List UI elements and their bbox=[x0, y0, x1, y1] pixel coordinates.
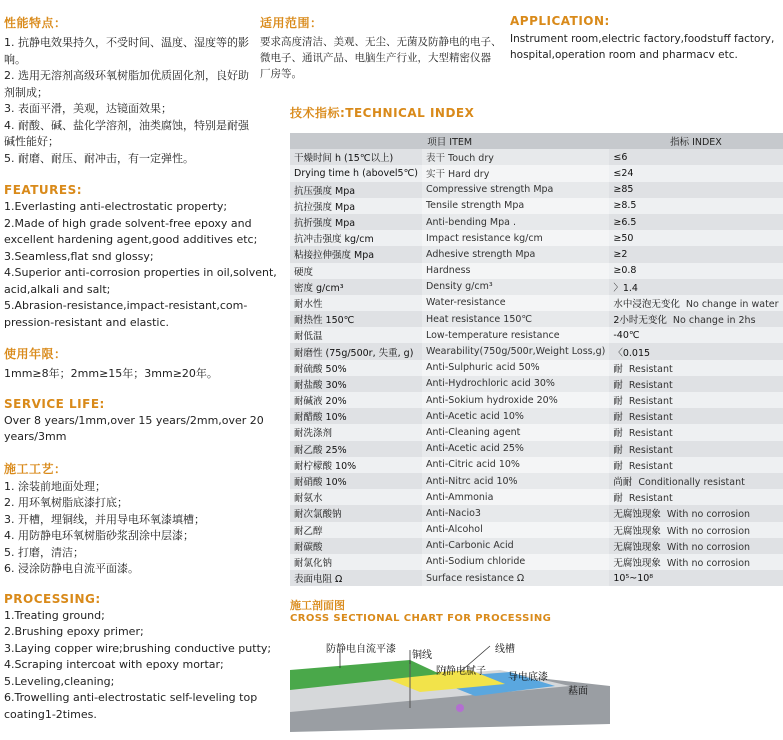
table-row bbox=[290, 263, 783, 279]
index-value: 耐 bbox=[613, 493, 623, 505]
copper-wire-dot bbox=[456, 704, 464, 712]
cell-item-en: Anti-Nacio3 bbox=[422, 505, 609, 521]
cell-item-en: Adhesive strength Mpa bbox=[422, 246, 609, 262]
label-topcoat: 防静电自流平漆 bbox=[326, 644, 396, 655]
cell-item-cn: 干燥时间 h (15℃以上) bbox=[290, 149, 422, 165]
process-en-body bbox=[4, 608, 276, 724]
index-value: 10⁵~10⁸ bbox=[613, 572, 654, 584]
table-row bbox=[290, 343, 783, 359]
index-note: Resistant bbox=[628, 412, 673, 424]
cell-item-en: Anti-Ammonia bbox=[422, 489, 609, 505]
service-en-title: SERVICE LIFE: bbox=[4, 396, 105, 411]
index-value: 无腐蚀现象 bbox=[613, 509, 661, 521]
index-value: 无腐蚀现象 bbox=[613, 541, 661, 553]
application-cn-line: 厂房等。 bbox=[260, 68, 302, 80]
features-cn-line: 碱性能好； bbox=[4, 135, 59, 148]
application-en-line: hospital,operation room and pharmacv etc. bbox=[510, 49, 738, 61]
cell-item-cn: 抗冲击强度 kg/cm bbox=[290, 230, 422, 246]
index-note: Resistant bbox=[628, 363, 673, 375]
process-en-line: 3.Laying copper wire;brushing conductive putty; bbox=[4, 641, 272, 655]
cell-index bbox=[609, 295, 782, 311]
cell-index bbox=[609, 570, 782, 586]
technical-index-body bbox=[290, 149, 783, 586]
application-cn bbox=[260, 14, 505, 82]
index-note: With no corrosion bbox=[666, 541, 751, 553]
table-row bbox=[290, 165, 783, 181]
cell-index bbox=[609, 343, 782, 359]
cell-item-en: 实干 Hard dry bbox=[422, 165, 609, 181]
cell-item-en: Wearability(750g/500r,Weight Loss,g) bbox=[422, 343, 609, 359]
application-en-title: APPLICATION: bbox=[510, 14, 610, 28]
index-value: 耐 bbox=[613, 363, 623, 375]
cross-section-title bbox=[290, 597, 551, 624]
index-value: 无腐蚀现象 bbox=[613, 557, 661, 569]
application-en-line: Instrument room,electric factory,foodstuff factory, bbox=[510, 33, 775, 45]
cell-item-en: Anti-Sulphuric acid 50% bbox=[422, 360, 609, 376]
cell-index bbox=[609, 360, 782, 376]
process-en-line: 5.Leveling,cleaning; bbox=[4, 674, 115, 688]
table-row bbox=[290, 182, 783, 198]
table-row bbox=[290, 522, 783, 538]
cell-item-cn: Drying time h (abovel5℃) bbox=[290, 165, 422, 181]
index-value: 尚耐 bbox=[613, 477, 633, 489]
header-item: 项目 ITEM bbox=[290, 133, 609, 149]
label-putty: 防静电腻子 bbox=[436, 666, 486, 677]
cell-item-cn: 抗压强度 Mpa bbox=[290, 182, 422, 198]
features-cn-line: 3. 表面平滑，美观，达镜面效果； bbox=[4, 102, 172, 115]
features-en-line: 1.Everlasting anti-electrostatic property; bbox=[4, 200, 228, 213]
cell-index bbox=[609, 214, 782, 230]
table-row bbox=[290, 311, 783, 327]
cell-item-en: Heat resistance 150℃ bbox=[422, 311, 609, 327]
table-row bbox=[290, 489, 783, 505]
table-row bbox=[290, 327, 783, 343]
cross-section-title-en: CROSS SECTIONAL CHART FOR PROCESSING bbox=[290, 613, 552, 624]
features-en-body bbox=[4, 199, 276, 331]
application-cn-line: 要求高度清洁、美观、无尘、无菌及防静电的电子、 bbox=[260, 36, 502, 48]
table-header-row bbox=[290, 133, 783, 149]
cell-item-en: Water-resistance bbox=[422, 295, 609, 311]
cell-item-en: Low-temperature resistance bbox=[422, 327, 609, 343]
cell-item-cn: 耐热性 150℃ bbox=[290, 311, 422, 327]
cell-item-cn: 耐碳酸 bbox=[290, 538, 422, 554]
cell-index bbox=[609, 263, 782, 279]
technical-index-title: 技术指标:TECHNICAL INDEX bbox=[290, 106, 475, 120]
features-cn-line: 响。 bbox=[4, 52, 26, 66]
cell-item-en: Impact resistance kg/cm bbox=[422, 230, 609, 246]
cell-item-en: Anti-Alcohol bbox=[422, 522, 609, 538]
left-column bbox=[4, 14, 276, 723]
index-value: ≤24 bbox=[613, 167, 634, 179]
service-en-line: Over 8 years/1mm,over 15 years/2mm,over 20 bbox=[4, 413, 264, 427]
index-value: ≥8.5 bbox=[613, 200, 637, 212]
label-copper: 铜线 bbox=[412, 650, 432, 661]
application-cn-title: 适用范围： bbox=[260, 16, 323, 30]
features-cn-line: 2. 选用无溶剂高级环氧树脂加优质固化剂，良好助 bbox=[4, 69, 249, 82]
index-value: 水中浸泡无变化 bbox=[613, 298, 680, 310]
cell-item-cn: 耐氯化钠 bbox=[290, 554, 422, 570]
cell-item-en: Anti-Citric acid 10% bbox=[422, 457, 609, 473]
index-value: 耐 bbox=[613, 396, 623, 408]
service-en-body bbox=[4, 413, 276, 446]
cell-item-en: Anti-Sokium hydroxide 20% bbox=[422, 392, 609, 408]
table-row bbox=[290, 408, 783, 424]
cell-index bbox=[609, 376, 782, 392]
cell-item-cn: 耐低温 bbox=[290, 327, 422, 343]
features-cn-line: 4. 耐酸、碱、盐化学溶剂，油类腐蚀，特别是耐强 bbox=[4, 118, 249, 132]
index-value: 耐 bbox=[613, 412, 623, 424]
process-cn-line: 3. 开槽，埋铜线，并用导电环氧漆填槽； bbox=[4, 512, 205, 526]
table-row bbox=[290, 295, 783, 311]
index-value: 无腐蚀现象 bbox=[613, 525, 661, 537]
cell-index bbox=[609, 198, 782, 214]
label-base: 基面 bbox=[568, 686, 588, 697]
features-cn-title: 性能特点： bbox=[4, 16, 67, 30]
cell-index bbox=[609, 408, 782, 424]
cell-index bbox=[609, 149, 782, 165]
features-en-title: FEATURES: bbox=[4, 183, 83, 197]
cell-index bbox=[609, 473, 782, 489]
process-en-title: PROCESSING: bbox=[4, 591, 101, 606]
cell-item-cn: 耐洗涤剂 bbox=[290, 424, 422, 440]
index-value: ≥6.5 bbox=[613, 216, 637, 228]
label-wire: 线槽 bbox=[495, 644, 515, 655]
process-en-line: 6.Trowelling anti-electrostatic self-leveling top bbox=[4, 691, 258, 704]
features-cn-line: 5. 耐磨、耐压、耐冲击，有一定弹性。 bbox=[4, 151, 194, 165]
cell-index bbox=[609, 311, 782, 327]
cell-item-cn: 耐乙酸 25% bbox=[290, 441, 422, 457]
features-en-line: 4.Superior anti-corrosion properties in oil,solvent, bbox=[4, 266, 277, 279]
index-value: ≥85 bbox=[613, 184, 634, 196]
index-value: ≥50 bbox=[613, 232, 634, 244]
cell-item-cn: 表面电阻 Ω bbox=[290, 570, 422, 586]
features-en-line: acid,alkali and salt; bbox=[4, 282, 111, 296]
table-row bbox=[290, 538, 783, 554]
cell-index bbox=[609, 522, 782, 538]
index-value: 〉1.4 bbox=[613, 282, 638, 294]
cell-index bbox=[609, 279, 782, 295]
index-note: Resistant bbox=[628, 444, 673, 456]
service-en-line: years/3mm bbox=[4, 430, 67, 443]
cell-item-en: Anti-Nitrc acid 10% bbox=[422, 473, 609, 489]
table-row bbox=[290, 473, 783, 489]
cell-index bbox=[609, 489, 782, 505]
cell-item-en: Anti-Cleaning agent bbox=[422, 424, 609, 440]
header-index: 指标 INDEX bbox=[609, 133, 782, 149]
index-value: ≤6 bbox=[613, 151, 628, 163]
index-value: -40℃ bbox=[613, 329, 640, 341]
process-en-line: 1.Treating ground; bbox=[4, 608, 105, 622]
index-value: 2小时无变化 bbox=[613, 315, 667, 327]
cell-item-en: Anti-Acetic acid 10% bbox=[422, 408, 609, 424]
service-cn-line: 1mm≥8年；2mm≥15年；3mm≥20年。 bbox=[4, 367, 218, 380]
process-cn-line: 4. 用防静电环氧树脂砂浆刮涂中层漆； bbox=[4, 529, 194, 542]
cell-index bbox=[609, 327, 782, 343]
table-row bbox=[290, 198, 783, 214]
cell-item-en: Tensile strength Mpa bbox=[422, 198, 609, 214]
features-cn-line: 1. 抗静电效果持久，不受时间、温度、湿度等的影 bbox=[4, 36, 249, 49]
cell-index bbox=[609, 230, 782, 246]
features-en-line: pression-resistant and elastic. bbox=[4, 315, 170, 329]
index-note: With no corrosion bbox=[666, 525, 751, 537]
table-row bbox=[290, 149, 783, 165]
features-cn-body bbox=[4, 35, 276, 167]
cell-item-cn: 耐次氯酸钠 bbox=[290, 505, 422, 521]
technical-index-table bbox=[290, 133, 783, 586]
process-cn-title: 施工工艺： bbox=[4, 461, 67, 476]
process-cn-line: 6. 浸涂防静电自流平面漆。 bbox=[4, 562, 139, 575]
application-cn-line: 微电子、通讯产品、电脑生产行业，大型精密仪器 bbox=[260, 52, 491, 64]
cell-index bbox=[609, 505, 782, 521]
process-cn-line: 5. 打磨，清洁； bbox=[4, 545, 84, 559]
cell-item-en: Anti-Carbonic Acid bbox=[422, 538, 609, 554]
table-row bbox=[290, 246, 783, 262]
service-cn-title: 使用年限： bbox=[4, 347, 67, 361]
cell-item-cn: 耐乙醇 bbox=[290, 522, 422, 538]
cell-index bbox=[609, 554, 782, 570]
cell-index bbox=[609, 246, 782, 262]
cell-item-cn: 耐硝酸 10% bbox=[290, 473, 422, 489]
cell-item-cn: 耐水性 bbox=[290, 295, 422, 311]
cell-item-cn: 硬度 bbox=[290, 263, 422, 279]
index-value: ≥0.8 bbox=[613, 265, 637, 277]
cell-item-cn: 抗拉强度 Mpa bbox=[290, 198, 422, 214]
process-cn-body bbox=[4, 479, 276, 578]
features-en-line: 3.Seamless,flat snd glossy; bbox=[4, 249, 154, 263]
process-en-line: 4.Scraping intercoat with epoxy mortar; bbox=[4, 658, 224, 671]
table-row bbox=[290, 570, 783, 586]
table-row bbox=[290, 392, 783, 408]
index-note: Resistant bbox=[628, 460, 673, 472]
cell-item-en: 表干 Touch dry bbox=[422, 149, 609, 165]
table-row bbox=[290, 554, 783, 570]
cell-item-cn: 耐醋酸 10% bbox=[290, 408, 422, 424]
process-en-line: coating1-2times. bbox=[4, 707, 97, 721]
label-primer: 导电底漆 bbox=[508, 672, 548, 683]
cell-index bbox=[609, 457, 782, 473]
features-cn-line: 剂制成； bbox=[4, 85, 48, 99]
index-note: Resistant bbox=[628, 428, 673, 440]
cell-item-cn: 抗折强度 Mpa bbox=[290, 214, 422, 230]
index-note: With no corrosion bbox=[666, 557, 751, 569]
cell-item-en: Anti-Acetic acid 25% bbox=[422, 441, 609, 457]
cell-item-en: Anti-Hydrochloric acid 30% bbox=[422, 376, 609, 392]
index-value: 耐 bbox=[613, 379, 623, 391]
cell-index bbox=[609, 165, 782, 181]
index-note: Conditionally resistant bbox=[638, 477, 745, 489]
index-value: ≥2 bbox=[613, 248, 628, 260]
cell-index bbox=[609, 182, 782, 198]
index-value: 耐 bbox=[613, 460, 623, 472]
table-row bbox=[290, 214, 783, 230]
cell-item-cn: 耐盐酸 30% bbox=[290, 376, 422, 392]
table-row bbox=[290, 457, 783, 473]
cell-item-en: Compressive strength Mpa bbox=[422, 182, 609, 198]
cell-item-en: Density g/cm³ bbox=[422, 279, 609, 295]
features-en-line: excellent hardening agent,good additives etc; bbox=[4, 233, 258, 246]
cell-item-en: Anti-Sodium chloride bbox=[422, 554, 609, 570]
cell-index bbox=[609, 392, 782, 408]
features-en-line: 5.Abrasion-resistance,impact-resistant,com- bbox=[4, 299, 248, 312]
table-row bbox=[290, 376, 783, 392]
table-row bbox=[290, 230, 783, 246]
application-cn-body bbox=[260, 34, 505, 82]
process-cn-line: 1. 涂装前地面处理； bbox=[4, 479, 106, 493]
cell-item-cn: 耐氨水 bbox=[290, 489, 422, 505]
features-en-line: 2.Made of high grade solvent-free epoxy and bbox=[4, 216, 252, 230]
cell-item-cn: 耐硫酸 50% bbox=[290, 360, 422, 376]
table-row bbox=[290, 441, 783, 457]
cell-index bbox=[609, 441, 782, 457]
cell-item-cn: 耐磨性 (75g/500r, 失重, g) bbox=[290, 343, 422, 359]
application-en-body bbox=[510, 31, 775, 63]
index-note: No change in 2hs bbox=[672, 315, 756, 327]
cell-item-cn: 粘接拉伸强度 Mpa bbox=[290, 246, 422, 262]
application-en bbox=[510, 14, 775, 63]
table-row bbox=[290, 360, 783, 376]
table-row bbox=[290, 279, 783, 295]
cell-item-en: Hardness bbox=[422, 263, 609, 279]
index-value: 〈0.015 bbox=[613, 347, 651, 359]
index-note: No change in water bbox=[685, 298, 779, 310]
service-cn-body bbox=[4, 366, 276, 383]
cross-section-title-cn: 施工剖面图 bbox=[290, 599, 345, 612]
process-en-line: 2.Brushing epoxy primer; bbox=[4, 625, 144, 638]
cell-item-en: Surface resistance Ω bbox=[422, 570, 609, 586]
cell-index bbox=[609, 538, 782, 554]
table-row bbox=[290, 424, 783, 440]
cell-item-en: Anti-bending Mpa . bbox=[422, 214, 609, 230]
table-row bbox=[290, 505, 783, 521]
cell-item-cn: 耐柠檬酸 10% bbox=[290, 457, 422, 473]
index-note: Resistant bbox=[628, 493, 673, 505]
cell-item-cn: 耐碱液 20% bbox=[290, 392, 422, 408]
cell-index bbox=[609, 424, 782, 440]
cell-item-cn: 密度 g/cm³ bbox=[290, 279, 422, 295]
index-value: 耐 bbox=[613, 428, 623, 440]
index-note: Resistant bbox=[628, 396, 673, 408]
index-note: With no corrosion bbox=[666, 509, 751, 521]
index-note: Resistant bbox=[628, 379, 673, 391]
index-value: 耐 bbox=[613, 444, 623, 456]
process-cn-line: 2. 用环氧树脂底漆打底； bbox=[4, 496, 128, 509]
